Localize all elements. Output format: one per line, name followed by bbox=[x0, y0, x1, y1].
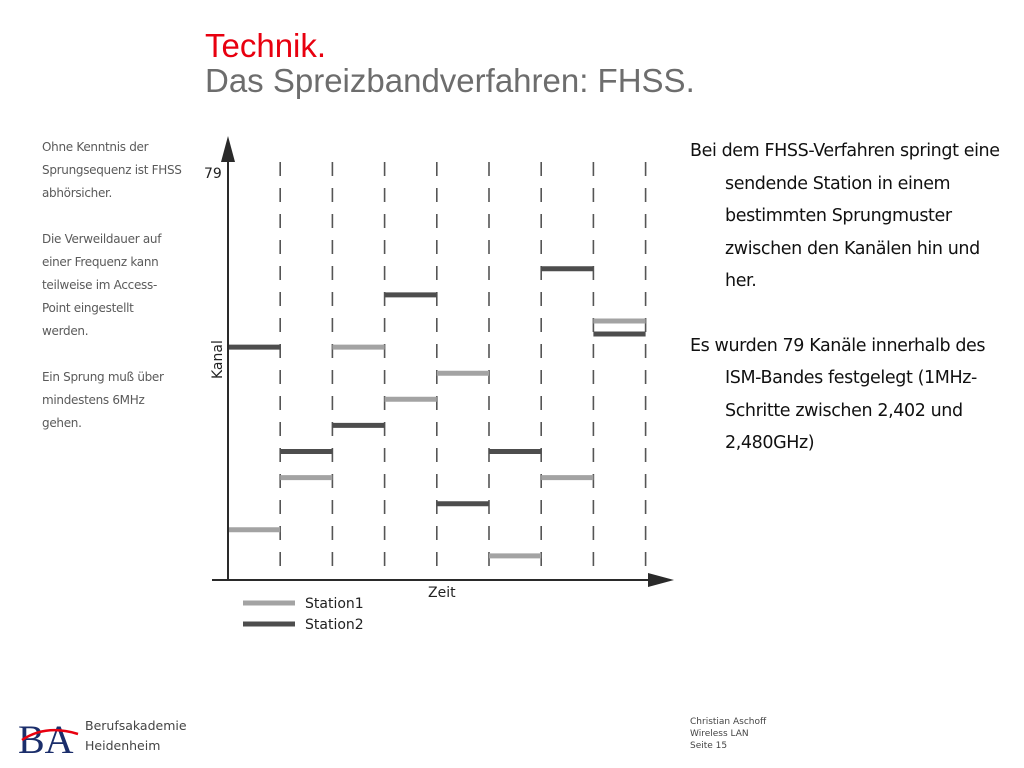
footer-meta bbox=[690, 716, 766, 752]
slide-title-red: Technik. bbox=[205, 27, 327, 64]
side-note: Die Verweildauer auf einer Frequenz kann teilweise im Access-Point eingestellt werden. bbox=[42, 232, 162, 338]
logo-letters: BA bbox=[18, 718, 74, 758]
ba-logo bbox=[16, 718, 80, 758]
institution-line: Berufsakademie bbox=[85, 718, 187, 733]
side-note: Ein Sprung muß über mindestens 6MHz gehen. bbox=[42, 370, 164, 430]
page-number: Seite 15 bbox=[690, 741, 728, 751]
body-paragraph: Bei dem FHSS-Verfahren springt eine sendende Station in einem bestimmten Sprungmuster zwischen den Kanälen hin und her. bbox=[690, 141, 1000, 291]
slide-title: Das Spreizbandverfahren: FHSS. bbox=[205, 62, 695, 99]
institution-line: Heidenheim bbox=[85, 738, 161, 753]
y-axis-arrow bbox=[221, 136, 235, 162]
x-axis-arrow bbox=[648, 573, 674, 587]
time-slot-dividers bbox=[280, 162, 645, 578]
legend-label-station2: Station2 bbox=[305, 617, 364, 633]
legend-label-station1: Station1 bbox=[305, 596, 364, 612]
body-paragraph: Es wurden 79 Kanäle innerhalb des ISM-Bandes festgelegt (1MHz-Schritte zwischen 2,402 und 2,480GHz) bbox=[690, 335, 986, 453]
x-axis-label: Zeit bbox=[428, 585, 456, 601]
course-name: Wireless LAN bbox=[690, 729, 749, 739]
side-note: Ohne Kenntnis der Sprungsequenz ist FHSS abhörsicher. bbox=[42, 140, 182, 200]
author: Christian Aschoff bbox=[690, 717, 767, 727]
y-max-tick: 79 bbox=[204, 166, 222, 182]
institution-name bbox=[85, 716, 187, 756]
body-text bbox=[690, 135, 1005, 492]
y-axis-label: Kanal bbox=[210, 340, 226, 379]
